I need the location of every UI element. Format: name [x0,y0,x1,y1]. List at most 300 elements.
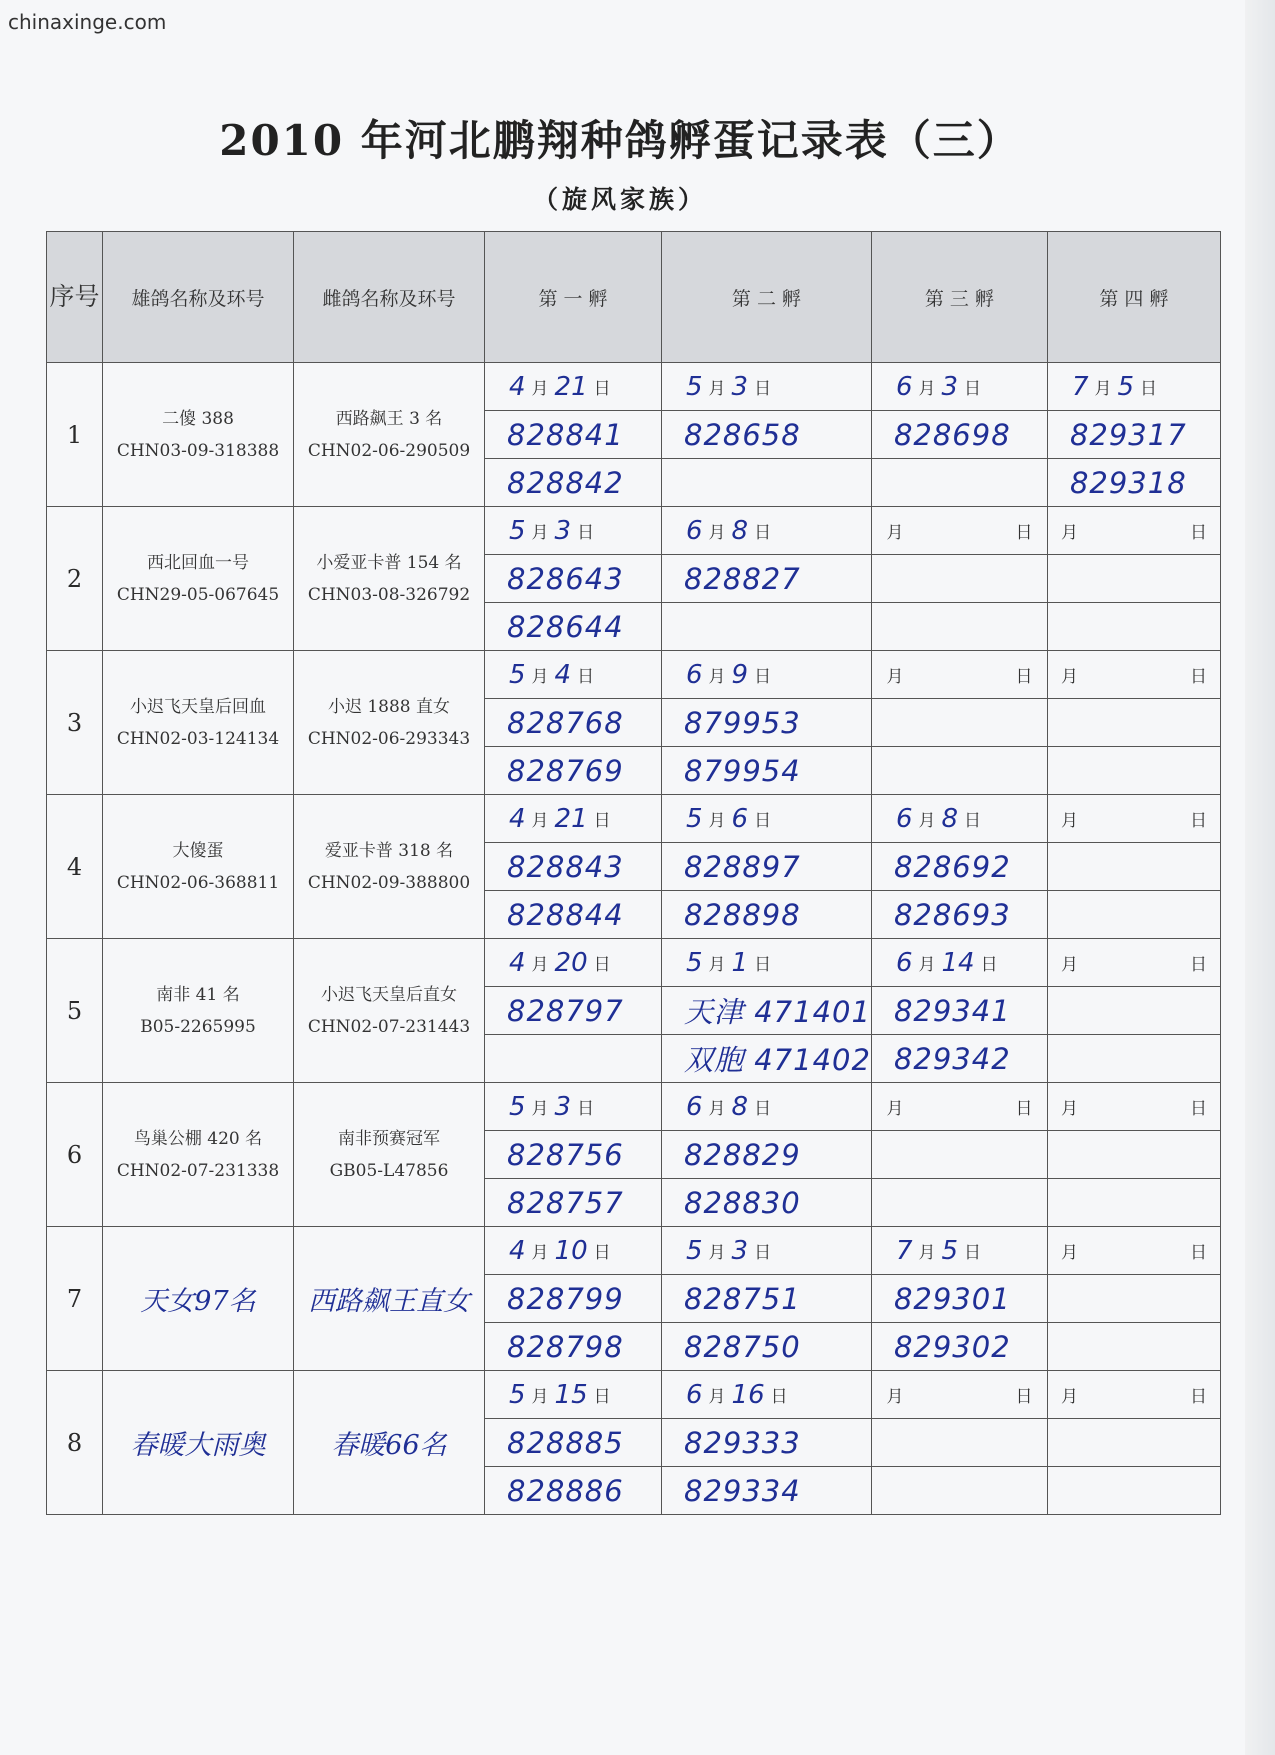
male-pigeon-ring: CHN02-06-368811 [116,872,280,893]
hatch-day-value: 14 [941,947,975,978]
month-label: 月 [918,811,936,831]
hatch-1-date-cell [485,363,662,411]
hatch-month-value: 6 [895,803,913,834]
hatch-2-ring-1-cell [662,843,872,891]
hatch-2-ring-2-cell [662,891,872,939]
hatch-date [872,804,1047,834]
row-number: 2 [47,507,103,651]
hatch-2-ring-1-cell [662,987,872,1035]
hatch-4-ring-1-cell [1047,1419,1220,1467]
month-label: 月 [708,523,726,543]
hatch-date [662,1236,871,1266]
hatch-day-value: 15 [554,1379,588,1410]
hatch-1-ring-1-cell [485,1275,662,1323]
day-label: 日 [1015,1387,1033,1407]
hatch-month-value: 4 [509,1235,526,1266]
hatch-month-value: 5 [686,803,703,834]
day-label: 日 [754,1243,772,1263]
hatch-3-ring-2-cell [871,1179,1047,1227]
egg-ring-number: 828886 [507,1473,624,1508]
male-pigeon-cell [103,651,294,795]
hatch-day-value: 21 [554,803,588,834]
female-pigeon-name: 小爱亚卡普 154 名 [316,552,462,573]
egg-ring-number: 828830 [684,1185,801,1220]
month-label: 月 [918,955,936,975]
hatch-4-date-cell [1047,507,1220,555]
hatch-1-ring-1-cell [485,1419,662,1467]
month-label: 月 [1060,955,1078,975]
hatch-day-value: 5 [1117,371,1135,402]
female-pigeon-ring: CHN02-09-388800 [307,872,471,893]
month-label: 月 [886,667,904,687]
hatch-1-ring-1-cell [485,699,662,747]
male-pigeon-ring: CHN29-05-067645 [116,584,280,605]
hatch-4-ring-2-cell [1047,1467,1220,1515]
scan-edge [1245,0,1275,1755]
hatch-date [872,1382,1047,1407]
hatch-day-value: 1 [731,947,749,978]
male-pigeon-name: 西北回血一号 [147,552,249,573]
month-label: 月 [886,1387,904,1407]
hatch-day-value: 4 [554,659,572,690]
hatch-4-ring-1-cell [1047,987,1220,1035]
egg-ring-number: 828827 [684,561,801,596]
hatching-record-table [46,231,1221,1515]
hatch-3-ring-1-cell [871,1131,1047,1179]
hatch-date [485,948,661,978]
hatch-day-value: 3 [941,371,959,402]
female-pigeon-name: 春暖66名 [331,1430,447,1461]
male-pigeon-ring: B05-2265995 [140,1016,256,1037]
day-label: 日 [980,955,998,975]
month-label: 月 [918,1243,936,1263]
hatch-day-value: 3 [731,371,749,402]
hatch-date [1048,518,1220,543]
hatch-3-date-cell [871,363,1047,411]
month-label: 月 [886,523,904,543]
hatch-month-value: 4 [509,947,526,978]
hatch-1-date-cell [485,795,662,843]
hatch-4-ring-2-cell [1047,459,1220,507]
hatch-3-ring-2-cell [871,1323,1047,1371]
hatch-3-ring-1-cell [871,1419,1047,1467]
day-label: 日 [1189,1243,1207,1263]
hatch-4-date-cell [1047,795,1220,843]
hatch-month-value: 4 [509,371,526,402]
page-subtitle: （旋风家族） [532,185,707,214]
row-number: 1 [47,363,103,507]
male-pigeon-name: 春暖大雨奥 [130,1430,266,1461]
hatch-3-date-cell [871,939,1047,987]
day-label: 日 [593,811,611,831]
month-label: 月 [531,379,549,399]
female-pigeon-ring: GB05-L47856 [329,1160,449,1181]
hatch-2-ring-2-cell [662,603,872,651]
hatch-month-value: 6 [895,947,913,978]
hatch-date [872,948,1047,978]
hatch-date [662,660,871,690]
hatch-4-ring-1-cell [1047,843,1220,891]
female-pigeon-ring: CHN03-08-326792 [307,584,471,605]
egg-ring-number: 828751 [684,1281,801,1316]
hatch-month-value: 5 [686,947,703,978]
header-hatch-1: 第 一 孵 [485,232,662,363]
hatch-date [1048,950,1220,975]
table-row [47,795,1221,843]
egg-ring-number: 828841 [507,417,624,452]
hatch-2-ring-2-cell [662,459,872,507]
female-pigeon-cell [294,1227,485,1371]
month-label: 月 [1060,1387,1078,1407]
female-pigeon-cell [294,651,485,795]
hatch-date [662,372,871,402]
hatch-date [485,516,661,546]
hatch-1-ring-2-cell [485,747,662,795]
female-pigeon-cell [294,363,485,507]
hatch-3-ring-1-cell [871,843,1047,891]
table-row [47,507,1221,555]
month-label: 月 [1060,1099,1078,1119]
header-hatch-2: 第 二 孵 [662,232,872,363]
hatch-4-date-cell [1047,1371,1220,1419]
day-label: 日 [593,1387,611,1407]
male-pigeon-name: 南非 41 名 [156,984,240,1005]
header-row [47,232,1221,363]
row-number: 3 [47,651,103,795]
hatch-2-date-cell [662,1083,872,1131]
month-label: 月 [886,1099,904,1119]
table-row [47,363,1221,411]
header-male: 雄鸽名称及环号 [103,232,294,363]
hatch-4-ring-1-cell [1047,1131,1220,1179]
hatch-month-value: 6 [686,515,703,546]
hatch-day-value: 16 [731,1379,765,1410]
hatch-3-date-cell [871,1371,1047,1419]
hatch-3-ring-1-cell [871,1275,1047,1323]
month-label: 月 [531,523,549,543]
hatch-3-ring-2-cell [871,1035,1047,1083]
male-pigeon-cell [103,1371,294,1515]
hatch-day-value: 8 [731,515,749,546]
egg-ring-number: 828644 [507,609,624,644]
hatch-day-value: 20 [554,947,588,978]
header-female: 雌鸽名称及环号 [294,232,485,363]
month-label: 月 [708,811,726,831]
hatch-month-value: 7 [1071,371,1089,402]
female-pigeon-ring: CHN02-06-290509 [307,440,471,461]
egg-ring-number: 828757 [507,1185,624,1220]
hatch-3-ring-2-cell [871,891,1047,939]
hatch-4-date-cell [1047,1227,1220,1275]
egg-ring-number: 829334 [684,1473,801,1508]
hatch-day-value: 10 [554,1235,588,1266]
hatch-1-date-cell [485,939,662,987]
hatch-1-ring-2-cell [485,459,662,507]
hatch-1-date-cell [485,1371,662,1419]
egg-ring-number: 829333 [684,1425,801,1460]
month-label: 月 [1060,523,1078,543]
hatch-date [485,660,661,690]
month-label: 月 [708,1387,726,1407]
hatch-1-ring-2-cell [485,1179,662,1227]
female-pigeon-name: 小迟 1888 直女 [327,696,451,717]
month-label: 月 [531,1387,549,1407]
hatch-4-date-cell [1047,1083,1220,1131]
hatch-date [662,1380,871,1410]
month-label: 月 [531,1099,549,1119]
day-label: 日 [754,523,772,543]
hatch-1-ring-1-cell [485,411,662,459]
hatch-month-value: 6 [686,1379,703,1410]
hatch-month-value: 5 [509,1379,526,1410]
hatch-month-value: 5 [509,1091,526,1122]
female-pigeon-name: 西路飙王 3 名 [335,408,443,429]
hatch-day-value: 8 [941,803,959,834]
female-pigeon-name: 爱亚卡普 318 名 [324,840,454,861]
male-pigeon-name: 天女97名 [140,1286,256,1317]
hatch-date [872,518,1047,543]
hatch-3-ring-1-cell [871,699,1047,747]
hatch-month-value: 4 [509,803,526,834]
egg-ring-number: 879953 [684,705,801,740]
hatch-date [1048,1382,1220,1407]
month-label: 月 [531,811,549,831]
hatch-1-ring-1-cell [485,843,662,891]
hatch-date [485,1092,661,1122]
egg-ring-number: 829342 [893,1041,1011,1076]
female-pigeon-name: 南非预赛冠军 [338,1128,440,1149]
male-pigeon-cell [103,363,294,507]
hatch-4-ring-1-cell [1047,555,1220,603]
day-label: 日 [754,1099,772,1119]
hatch-month-value: 5 [509,659,526,690]
hatch-2-ring-1-cell [662,1419,872,1467]
row-number: 6 [47,1083,103,1227]
hatch-2-ring-1-cell [662,411,872,459]
male-pigeon-ring: CHN02-07-231338 [116,1160,280,1181]
hatch-1-date-cell [485,507,662,555]
row-number: 4 [47,795,103,939]
egg-ring-number: 828768 [507,705,624,740]
hatch-4-ring-1-cell [1047,699,1220,747]
hatch-1-ring-2-cell [485,891,662,939]
record-body [47,363,1221,1515]
hatch-1-date-cell [485,1083,662,1131]
day-label: 日 [1189,1099,1207,1119]
egg-ring-number: 828756 [507,1137,624,1172]
egg-ring-number: 828897 [684,849,801,884]
hatch-3-date-cell [871,507,1047,555]
hatch-date [485,804,661,834]
hatch-4-ring-2-cell [1047,1035,1220,1083]
hatch-date [1048,1238,1220,1263]
hatch-day-value: 9 [731,659,749,690]
hatch-date [872,662,1047,687]
egg-ring-number: 829341 [893,993,1011,1028]
hatch-day-value: 6 [731,803,749,834]
month-label: 月 [1060,811,1078,831]
male-pigeon-name: 小迟飞天皇后回血 [130,696,266,717]
hatch-4-ring-1-cell [1047,1275,1220,1323]
hatch-day-value: 3 [554,515,572,546]
day-label: 日 [577,523,595,543]
day-label: 日 [593,955,611,975]
hatch-2-ring-1-cell [662,555,872,603]
male-pigeon-cell [103,795,294,939]
egg-ring-number: 828643 [507,561,624,596]
hatch-month-value: 6 [686,659,703,690]
day-label: 日 [1189,667,1207,687]
day-label: 日 [1189,811,1207,831]
hatch-4-ring-2-cell [1047,1323,1220,1371]
egg-ring-number: 828658 [684,417,801,452]
hatch-month-value: 6 [686,1091,703,1122]
hatch-1-ring-1-cell [485,555,662,603]
male-pigeon-cell [103,507,294,651]
hatch-2-date-cell [662,1371,872,1419]
watermark: chinaxinge.com [8,10,167,34]
day-label: 日 [754,667,772,687]
hatch-3-ring-2-cell [871,1467,1047,1515]
egg-ring-number: 828698 [893,417,1011,452]
hatch-date [485,372,661,402]
row-number: 8 [47,1371,103,1515]
hatch-date [662,516,871,546]
day-label: 日 [1189,955,1207,975]
hatch-1-ring-2-cell [485,603,662,651]
hatch-1-ring-2-cell [485,1323,662,1371]
hatch-date [662,1092,871,1122]
male-pigeon-cell [103,939,294,1083]
hatch-2-date-cell [662,363,872,411]
female-pigeon-ring: CHN02-07-231443 [307,1016,471,1037]
hatch-2-ring-2-cell [662,1467,872,1515]
hatch-month-value: 5 [686,1235,703,1266]
hatch-day-value: 3 [731,1235,749,1266]
hatch-1-date-cell [485,651,662,699]
egg-ring-number: 828769 [507,753,624,788]
day-label: 日 [1140,379,1158,399]
hatch-4-ring-2-cell [1047,603,1220,651]
day-label: 日 [1015,667,1033,687]
hatch-1-ring-1-cell [485,987,662,1035]
female-pigeon-cell [294,939,485,1083]
month-label: 月 [1060,1243,1078,1263]
hatch-3-date-cell [871,651,1047,699]
egg-ring-number: 828885 [507,1425,624,1460]
day-label: 日 [964,1243,982,1263]
table-row [47,1371,1221,1419]
month-label: 月 [708,1243,726,1263]
day-label: 日 [964,811,982,831]
hatch-2-date-cell [662,651,872,699]
egg-ring-number: 828843 [507,849,624,884]
male-pigeon-name: 二傻 388 [162,408,234,429]
month-label: 月 [918,379,936,399]
hatch-3-date-cell [871,1227,1047,1275]
hatch-month-value: 6 [895,371,913,402]
hatch-day-value: 3 [554,1091,572,1122]
day-label: 日 [593,379,611,399]
female-pigeon-cell [294,507,485,651]
table-row [47,939,1221,987]
hatch-4-ring-2-cell [1047,1179,1220,1227]
female-pigeon-cell [294,1371,485,1515]
hatch-date [872,372,1047,402]
hatch-date [485,1236,661,1266]
hatch-date [1048,1094,1220,1119]
female-pigeon-name: 小迟飞天皇后直女 [321,984,457,1005]
day-label: 日 [577,667,595,687]
egg-ring-number: 828844 [507,897,624,932]
header-hatch-4: 第 四 孵 [1047,232,1220,363]
female-pigeon-cell [294,1083,485,1227]
day-label: 日 [577,1099,595,1119]
hatch-2-date-cell [662,795,872,843]
egg-ring-number: 828798 [507,1329,624,1364]
day-label: 日 [964,379,982,399]
hatch-3-date-cell [871,1083,1047,1131]
hatch-1-ring-2-cell [485,1467,662,1515]
day-label: 日 [1189,523,1207,543]
day-label: 日 [770,1387,788,1407]
egg-ring-number: 天津 471401 [684,995,871,1029]
hatch-month-value: 7 [895,1235,913,1266]
egg-ring-number: 828692 [893,849,1011,884]
header-seq: 序号 [47,232,103,363]
male-pigeon-ring: CHN03-09-318388 [116,440,280,461]
hatch-date [1048,806,1220,831]
table-row [47,651,1221,699]
hatch-4-date-cell [1047,939,1220,987]
hatch-2-ring-2-cell [662,1323,872,1371]
row-number: 7 [47,1227,103,1371]
hatch-date [662,948,871,978]
day-label: 日 [593,1243,611,1263]
egg-ring-number: 828842 [507,465,624,500]
egg-ring-number: 828693 [893,897,1011,932]
day-label: 日 [1189,1387,1207,1407]
page-title: 2010 年河北鹏翔种鸽孵蛋记录表（三） [219,116,1021,165]
egg-ring-number: 828750 [684,1329,801,1364]
egg-ring-number: 828898 [684,897,801,932]
egg-ring-number: 829318 [1069,465,1187,500]
hatch-2-ring-2-cell [662,747,872,795]
hatch-3-ring-2-cell [871,459,1047,507]
hatch-4-date-cell [1047,363,1220,411]
hatch-date [872,1094,1047,1119]
hatch-day-value: 21 [554,371,588,402]
egg-ring-number: 828797 [507,993,624,1028]
hatch-2-ring-1-cell [662,1275,872,1323]
egg-ring-number: 829317 [1069,417,1187,452]
hatch-date [485,1380,661,1410]
row-number: 5 [47,939,103,1083]
hatch-4-ring-1-cell [1047,411,1220,459]
hatch-3-ring-2-cell [871,747,1047,795]
hatch-date [1048,662,1220,687]
day-label: 日 [1015,1099,1033,1119]
hatch-3-ring-1-cell [871,411,1047,459]
male-pigeon-name: 鸟巢公棚 420 名 [133,1128,263,1149]
month-label: 月 [531,955,549,975]
day-label: 日 [1015,523,1033,543]
egg-ring-number: 828799 [507,1281,624,1316]
month-label: 月 [708,379,726,399]
female-pigeon-cell [294,795,485,939]
day-label: 日 [754,955,772,975]
male-pigeon-name: 大傻蛋 [172,840,224,861]
